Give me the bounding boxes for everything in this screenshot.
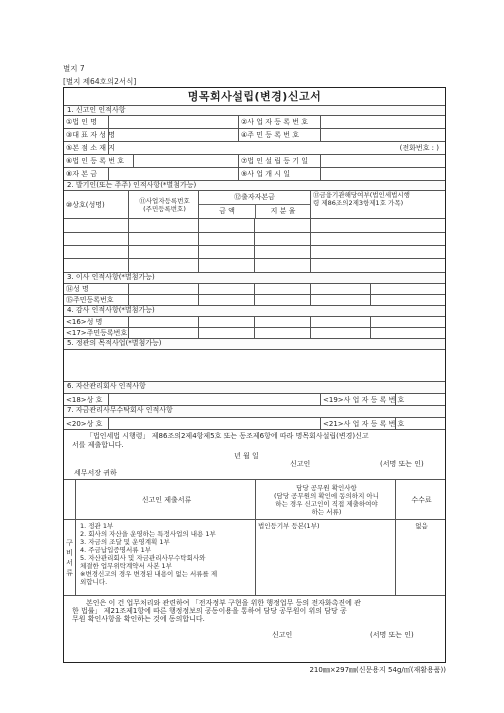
auditor-resident-field-2[interactable] bbox=[199, 328, 255, 338]
col-invest-label: ⑫출자자본금 bbox=[234, 193, 275, 201]
phone-field[interactable]: (전화번호 : ) bbox=[399, 144, 439, 152]
col-amount: 금 액 bbox=[219, 207, 235, 215]
consent-line2: 한 법률」 제21조제1항에 따른 행정정보의 공동이용을 통하여 담당 공무원이 위의 담당 공 bbox=[72, 607, 347, 615]
col-fin-line1: ⑬금융기관해당여부(법인세법시행 bbox=[313, 191, 410, 199]
fund-mgr-biz-no-field[interactable] bbox=[396, 418, 445, 429]
row-fund-manager bbox=[64, 418, 445, 430]
attach-side-label bbox=[64, 520, 76, 595]
row-capital bbox=[64, 168, 445, 181]
auditor-resident-label: <17>주민등록번호 bbox=[66, 329, 128, 337]
side-char: 구 bbox=[66, 538, 73, 547]
section-5-label: 5. 정관의 목적사업(*별첨가능) bbox=[64, 339, 445, 350]
row-corp-reg bbox=[64, 155, 445, 168]
asset-mgr-biz-no-field[interactable] bbox=[396, 394, 445, 405]
corp-name-label: ①법 인 명 bbox=[64, 116, 109, 128]
col-biz-no bbox=[129, 191, 199, 218]
consent-reporter: 신고인 bbox=[272, 631, 293, 639]
promoter-row[interactable] bbox=[64, 233, 445, 246]
submit-doc-item: 4. 주금납입증명서류 1부 bbox=[80, 546, 151, 554]
submit-doc-item: 5. 자산관리회사 및 자금관리사무수탁회사와 bbox=[80, 554, 206, 562]
promoter-row[interactable] bbox=[64, 219, 445, 233]
side-char: 류 bbox=[66, 568, 73, 577]
declaration-recipient: 세무서장 귀하 bbox=[74, 469, 117, 477]
resident-no-field[interactable] bbox=[321, 129, 445, 141]
corp-est-date-label: ⑦법 인 설 립 등 기 일 bbox=[239, 155, 321, 167]
submit-doc-item: ※변경신고의 경우 변경된 내용이 없는 서류를 제 bbox=[80, 570, 218, 578]
auditor-resident-field-4[interactable] bbox=[311, 328, 371, 338]
auditor-name-field-4[interactable] bbox=[311, 317, 371, 327]
col-check-line2: (담당 공무원의 확인에 동의하지 아니 bbox=[274, 491, 379, 500]
director-resident-field-1[interactable] bbox=[129, 295, 199, 305]
col-invest bbox=[199, 191, 311, 218]
promoter-row[interactable] bbox=[64, 259, 445, 273]
business-purpose-field[interactable] bbox=[64, 350, 445, 382]
rep-name-field[interactable] bbox=[109, 129, 239, 141]
declaration-date: 년 월 일 bbox=[234, 452, 259, 460]
section-1-label: 1. 신고인 인적사항 bbox=[64, 106, 445, 116]
corp-est-date-field[interactable] bbox=[321, 155, 445, 167]
submit-doc-item: 3. 자금의 조달 및 운영계획 1부 bbox=[80, 538, 170, 546]
corp-reg-no-field[interactable] bbox=[134, 155, 239, 167]
director-name-label: ⑭성 명 bbox=[64, 284, 129, 294]
col-fee: 수수료 bbox=[411, 495, 432, 504]
submit-docs-list bbox=[76, 520, 256, 595]
auditor-resident-field-3[interactable] bbox=[255, 328, 311, 338]
declaration-line2: 서를 제출합니다. bbox=[72, 441, 124, 449]
report-form bbox=[63, 87, 446, 663]
declaration-sign[interactable]: (서명 또는 인) bbox=[380, 460, 424, 468]
capital-label: ⑧자 본 금 bbox=[64, 168, 109, 180]
col-check-line1: 담당 공무원 확인사항 bbox=[296, 483, 357, 492]
auditor-name-field-3[interactable] bbox=[255, 317, 311, 327]
corp-reg-no-label: ⑥법 인 등 록 번 호 bbox=[64, 155, 134, 167]
auditor-name-field-1[interactable] bbox=[129, 317, 199, 327]
side-char: 서 bbox=[66, 558, 73, 567]
annex-label: [별지 제64호의2서식] bbox=[63, 77, 137, 86]
consent-line3: 무원 확인사항을 확인하는 것에 동의합니다. bbox=[72, 615, 205, 623]
row-asset-manager bbox=[64, 394, 445, 406]
section-6-label: 6. 자산관리회사 인적사항 bbox=[64, 382, 445, 394]
form-title: 명목회사설립(변경)신고서 bbox=[64, 88, 445, 106]
director-resident-field-3[interactable] bbox=[255, 295, 311, 305]
col-fin-line2: 령 제86조의2제3항제1호 가목) bbox=[313, 199, 404, 207]
director-name-field-1[interactable] bbox=[129, 284, 199, 294]
col-ratio: 지 분 율 bbox=[270, 207, 296, 215]
resident-no-label: ④주 민 등 록 번 호 bbox=[239, 129, 321, 141]
col-biz-no-line1: ⑪사업자등록번호 bbox=[139, 196, 190, 205]
fund-mgr-name-field[interactable] bbox=[109, 418, 321, 429]
director-resident-field-4[interactable] bbox=[311, 295, 371, 305]
asset-mgr-biz-no-label: <19>사 업 자 등 록 번 호 bbox=[323, 395, 405, 404]
consent-line1: 본인은 이 건 업무처리와 관련하여 「전자정부 구현을 위한 행정업무 등의 전자화촉진에 관 bbox=[86, 599, 361, 607]
corp-name-field[interactable] bbox=[109, 116, 239, 128]
asset-mgr-name-field[interactable] bbox=[109, 394, 321, 405]
officer-check-item: 법인등기부 등본(1부) bbox=[256, 520, 396, 595]
section-2-label: 2. 발기인(또는 주주) 인적사항(*별첨가능) bbox=[64, 181, 445, 191]
director-name-field-2[interactable] bbox=[199, 284, 255, 294]
fee-value: 없음 bbox=[415, 522, 428, 530]
director-resident-field-2[interactable] bbox=[199, 295, 255, 305]
biz-no-field[interactable] bbox=[321, 116, 445, 128]
section-4-label: 4. 감사 인적사항(*별첨가능) bbox=[64, 306, 445, 317]
promoter-row[interactable] bbox=[64, 246, 445, 259]
col-biz-no-line2: (주민등록번호) bbox=[143, 204, 186, 213]
declaration-block bbox=[64, 430, 445, 480]
col-check-line4: 하는 서류) bbox=[311, 507, 342, 516]
biz-no-label: ②사 업 자 등 록 번 호 bbox=[239, 116, 321, 128]
auditor-name-label: <16>성 명 bbox=[64, 317, 129, 327]
submit-doc-item: 1. 정관 1부 bbox=[80, 522, 114, 530]
submit-doc-item: 체결한 업무위탁계약서 사본 1부 bbox=[80, 562, 172, 570]
consent-sign[interactable]: (서명 또는 인) bbox=[370, 631, 414, 639]
rep-name-label: ③대 표 자 성 명 bbox=[66, 131, 115, 139]
director-name-field-3[interactable] bbox=[255, 284, 311, 294]
row-director-name bbox=[64, 284, 445, 295]
declaration-line1: 「법인세법 시행령」 제86조의2제4항제5호 또는 동조제6항에 따라 명목회사설립(변경)신고 bbox=[86, 432, 369, 440]
row-auditor-resident bbox=[64, 328, 445, 339]
row-rep-name bbox=[64, 129, 445, 142]
row-hq-address bbox=[64, 142, 445, 155]
fund-mgr-biz-no-label: <21>사 업 자 등 록 번 호 bbox=[323, 419, 405, 428]
hq-addr-label: ⑤본 점 소 재 지 bbox=[66, 144, 115, 152]
paper-spec: 210㎜×297㎜(신문용지 54g/㎡(재활용품)) bbox=[309, 666, 446, 674]
declaration-reporter: 신고인 bbox=[290, 460, 311, 468]
col-submit-docs: 신고인 제출서류 bbox=[76, 480, 256, 519]
submit-doc-item: 외합니다. bbox=[80, 578, 108, 586]
auditor-resident-field-1[interactable] bbox=[129, 328, 199, 338]
submit-doc-item: 2. 회사의 자산을 운영하는 특정사업의 내용 1부 bbox=[80, 530, 216, 538]
section-7-label: 7. 자금관리사무수탁회사 인적사항 bbox=[64, 406, 445, 418]
section-3-label: 3. 이사 인적사항(*별첨가능) bbox=[64, 273, 445, 284]
asset-mgr-name-label: <18>상 호 bbox=[64, 394, 109, 405]
capital-field[interactable] bbox=[109, 168, 239, 180]
col-fin-institution bbox=[311, 191, 445, 218]
attach-body bbox=[64, 520, 445, 596]
auditor-name-field-2[interactable] bbox=[199, 317, 255, 327]
promoter-table-header bbox=[64, 191, 445, 219]
col-check-line3: 하는 경우 신고인이 직접 제출하여야 bbox=[275, 499, 378, 508]
biz-start-field[interactable] bbox=[321, 168, 445, 180]
sheet-number: 별지 7 bbox=[63, 64, 85, 73]
row-auditor-name bbox=[64, 317, 445, 328]
col-officer-check bbox=[256, 480, 396, 519]
consent-block bbox=[64, 596, 445, 664]
col-trade-name: ⑩상호(성명) bbox=[64, 191, 129, 218]
row-director-resident bbox=[64, 295, 445, 306]
side-char: 비 bbox=[66, 548, 73, 557]
row-corp-name bbox=[64, 116, 445, 129]
director-resident-label: ⑮주민등록번호 bbox=[64, 295, 129, 305]
fund-mgr-name-label: <20>상 호 bbox=[64, 418, 109, 429]
biz-start-label: ⑨사 업 개 시 일 bbox=[239, 168, 321, 180]
attach-header bbox=[64, 480, 445, 520]
director-name-field-4[interactable] bbox=[311, 284, 371, 294]
